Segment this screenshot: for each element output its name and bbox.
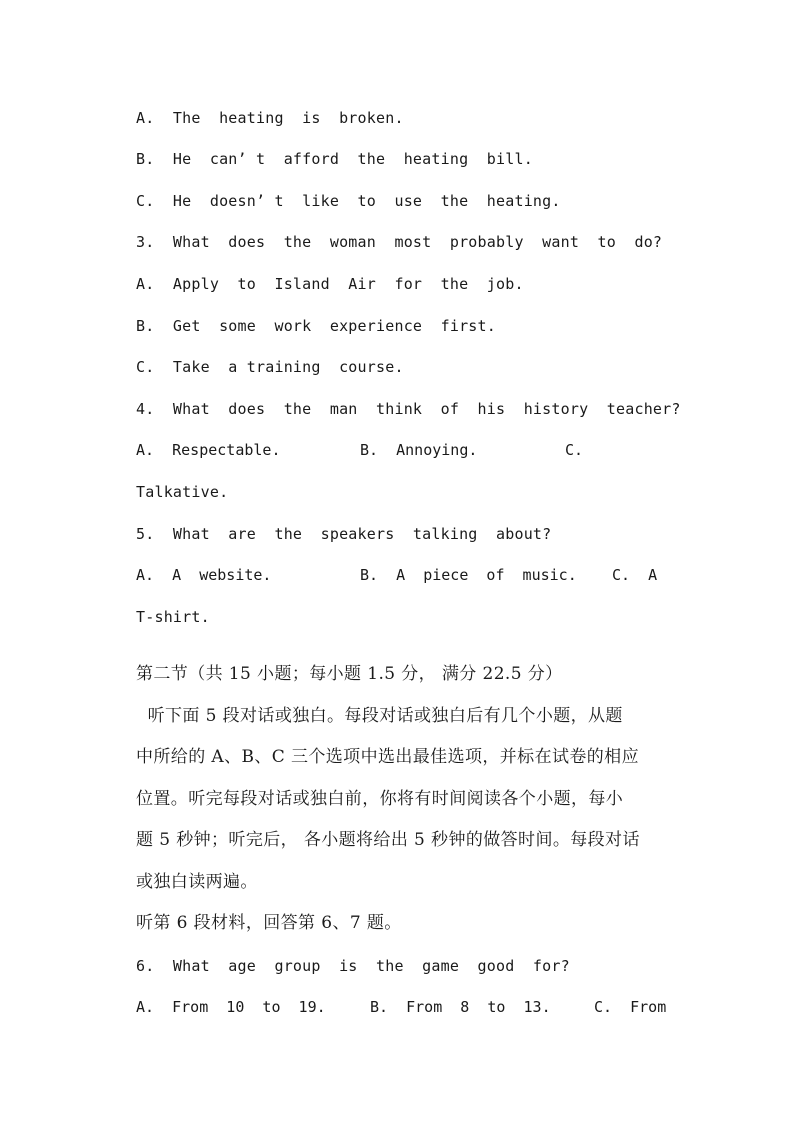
q5-question: 5. What are the speakers talking about? bbox=[136, 525, 552, 543]
q2-option-b: B. He can’ t afford the heating bill. bbox=[136, 150, 533, 168]
q6-option-a: A. From 10 to 19. bbox=[136, 998, 326, 1016]
q5-option-c: C. A bbox=[612, 566, 658, 584]
q4-option-c: C. bbox=[565, 441, 584, 459]
q4-option-b: B. Annoying. bbox=[360, 441, 478, 459]
section2-instruction-line-4: 题 5 秒钟；听完后， 各小题将给出 5 秒钟的做答时间。每段对话 bbox=[136, 830, 640, 850]
q5-option-b: B. A piece of music. bbox=[360, 566, 577, 584]
section2-material-6: 听第 6 段材料，回答第 6、7 题。 bbox=[136, 913, 402, 933]
q6-option-c: C. From bbox=[594, 998, 667, 1016]
q2-option-c: C. He doesn’ t like to use the heating. bbox=[136, 192, 561, 210]
q3-option-b: B. Get some work experience first. bbox=[136, 317, 496, 335]
q3-option-c: C. Take a training course. bbox=[136, 358, 404, 376]
q5-option-c-wrap: T-shirt. bbox=[136, 608, 210, 626]
section2-instruction-line-1: 听下面 5 段对话或独白。每段对话或独白后有几个小题，从题 bbox=[136, 706, 623, 726]
q4-question: 4. What does the man think of his history teacher? bbox=[136, 400, 681, 418]
q6-option-b: B. From 8 to 13. bbox=[370, 998, 551, 1016]
q5-option-a: A. A website. bbox=[136, 566, 272, 584]
section2-instruction-line-2: 中所给的 A、B、C 三个选项中选出最佳选项，并标在试卷的相应 bbox=[136, 747, 639, 767]
q3-question: 3. What does the woman most probably want to do? bbox=[136, 233, 663, 251]
q4-option-a: A. Respectable. bbox=[136, 441, 281, 459]
section2-instruction-line-3: 位置。听完每段对话或独白前，你将有时间阅读各个小题，每小 bbox=[136, 789, 624, 809]
section2-instruction-line-5: 或独白读两遍。 bbox=[136, 872, 258, 892]
section2-heading: 第二节（共 15 小题；每小题 1.5 分， 满分 22.5 分） bbox=[136, 664, 563, 684]
q4-option-c-wrap: Talkative. bbox=[136, 483, 229, 501]
q3-option-a: A. Apply to Island Air for the job. bbox=[136, 275, 524, 293]
q2-option-a: A. The heating is broken. bbox=[136, 109, 404, 127]
q6-question: 6. What age group is the game good for? bbox=[136, 957, 570, 975]
